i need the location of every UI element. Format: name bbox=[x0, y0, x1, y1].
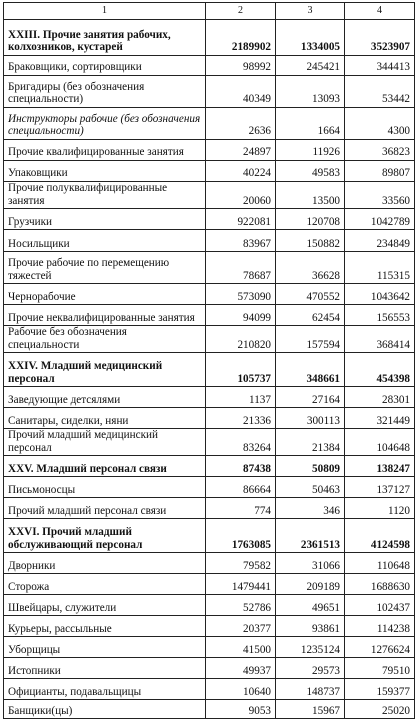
cell-column-3: 1664 bbox=[276, 108, 345, 140]
cell-column-2: 2189902 bbox=[206, 20, 276, 56]
cell-column-2: 21336 bbox=[206, 408, 276, 429]
cell-column-3: 1334005 bbox=[276, 20, 345, 56]
row-label: Курьеры, рассыльные bbox=[4, 616, 206, 637]
row-label: Рабочие без обозначения специальности bbox=[4, 326, 206, 353]
cell-column-3: 348661 bbox=[276, 353, 345, 387]
cell-column-4: 1276624 bbox=[345, 637, 415, 658]
cell-column-2: 40349 bbox=[206, 76, 276, 108]
table-row bbox=[4, 209, 415, 230]
cell-column-3: 11926 bbox=[276, 140, 345, 161]
cell-column-4: 344413 bbox=[345, 56, 415, 76]
cell-column-3: 29573 bbox=[276, 658, 345, 679]
section-header-row bbox=[4, 519, 415, 553]
cell-column-4: 4300 bbox=[345, 108, 415, 140]
table-row bbox=[4, 574, 415, 595]
row-label: Истопники bbox=[4, 658, 206, 679]
cell-column-3: 15967 bbox=[276, 700, 345, 719]
cell-column-3: 49651 bbox=[276, 595, 345, 616]
cell-column-4: 4124598 bbox=[345, 519, 415, 553]
cell-column-4: 234849 bbox=[345, 230, 415, 252]
cell-column-3: 36628 bbox=[276, 252, 345, 284]
row-label: Сторожа bbox=[4, 574, 206, 595]
cell-column-3: 93861 bbox=[276, 616, 345, 637]
table-row bbox=[4, 553, 415, 574]
row-label: Инструкторы рабочие (без обозначения специальности) bbox=[4, 108, 206, 140]
column-number-3: 3 bbox=[276, 3, 345, 20]
cell-column-2: 922081 bbox=[206, 209, 276, 230]
table-row bbox=[4, 637, 415, 658]
cell-column-4: 1688630 bbox=[345, 574, 415, 595]
cell-column-2: 87438 bbox=[206, 456, 276, 477]
table-row bbox=[4, 305, 415, 326]
cell-column-3: 470552 bbox=[276, 284, 345, 305]
cell-column-3: 150882 bbox=[276, 230, 345, 252]
table-row bbox=[4, 700, 415, 719]
table-row bbox=[4, 326, 415, 353]
row-label: Письмоносцы bbox=[4, 477, 206, 498]
cell-column-4: 25020 bbox=[345, 700, 415, 719]
cell-column-4: 159377 bbox=[345, 679, 415, 700]
row-label: Браковщики, сортировщики bbox=[4, 56, 206, 76]
row-label: Прочие неквалифицированные занятия bbox=[4, 305, 206, 326]
table-body bbox=[4, 20, 415, 719]
cell-column-2: 41500 bbox=[206, 637, 276, 658]
cell-column-2: 78687 bbox=[206, 252, 276, 284]
row-label: Прочие полуквалифицированные занятия bbox=[4, 182, 206, 209]
table-row bbox=[4, 140, 415, 161]
row-label: Прочие квалифицированные занятия bbox=[4, 140, 206, 161]
row-label: Грузчики bbox=[4, 209, 206, 230]
column-number-1: 1 bbox=[4, 3, 206, 20]
cell-column-2: 1479441 bbox=[206, 574, 276, 595]
cell-column-2: 83967 bbox=[206, 230, 276, 252]
cell-column-4: 3523907 bbox=[345, 20, 415, 56]
section-header-row bbox=[4, 353, 415, 387]
cell-column-2: 86664 bbox=[206, 477, 276, 498]
cell-column-3: 148737 bbox=[276, 679, 345, 700]
cell-column-4: 28301 bbox=[345, 387, 415, 408]
cell-column-3: 157594 bbox=[276, 326, 345, 353]
cell-column-3: 1235124 bbox=[276, 637, 345, 658]
cell-column-4: 104648 bbox=[345, 429, 415, 456]
row-label: Бригадиры (без обозначения специальности) bbox=[4, 76, 206, 108]
cell-column-2: 210820 bbox=[206, 326, 276, 353]
cell-column-4: 1043642 bbox=[345, 284, 415, 305]
cell-column-2: 20060 bbox=[206, 182, 276, 209]
row-label: Официанты, подавальщицы bbox=[4, 679, 206, 700]
row-label: XXIV. Младший медицинский персонал bbox=[4, 353, 206, 387]
cell-column-4: 110648 bbox=[345, 553, 415, 574]
row-label: XXVI. Прочий младший обслуживающий персонал bbox=[4, 519, 206, 553]
row-label: XXIII. Прочие занятия рабочих, колхозников, кустарей bbox=[4, 20, 206, 56]
row-label: Носильщики bbox=[4, 230, 206, 252]
cell-column-3: 62454 bbox=[276, 305, 345, 326]
cell-column-3: 21384 bbox=[276, 429, 345, 456]
row-label: Швейцары, служители bbox=[4, 595, 206, 616]
cell-column-3: 31066 bbox=[276, 553, 345, 574]
cell-column-3: 209189 bbox=[276, 574, 345, 595]
cell-column-2: 83264 bbox=[206, 429, 276, 456]
cell-column-3: 49583 bbox=[276, 161, 345, 182]
cell-column-4: 368414 bbox=[345, 326, 415, 353]
column-number-row bbox=[4, 3, 415, 20]
table-row bbox=[4, 477, 415, 498]
row-label: Заведующие детсялями bbox=[4, 387, 206, 408]
table-row bbox=[4, 679, 415, 700]
cell-column-3: 50463 bbox=[276, 477, 345, 498]
table-row bbox=[4, 161, 415, 182]
cell-column-2: 98992 bbox=[206, 56, 276, 76]
cell-column-4: 1120 bbox=[345, 498, 415, 519]
cell-column-4: 156553 bbox=[345, 305, 415, 326]
table-row bbox=[4, 56, 415, 76]
cell-column-3: 50809 bbox=[276, 456, 345, 477]
section-header-row bbox=[4, 20, 415, 56]
column-number-2: 2 bbox=[206, 3, 276, 20]
cell-column-4: 138247 bbox=[345, 456, 415, 477]
cell-column-2: 2636 bbox=[206, 108, 276, 140]
statistics-table bbox=[3, 2, 415, 719]
cell-column-2: 573090 bbox=[206, 284, 276, 305]
cell-column-4: 114238 bbox=[345, 616, 415, 637]
cell-column-3: 245421 bbox=[276, 56, 345, 76]
cell-column-2: 105737 bbox=[206, 353, 276, 387]
cell-column-3: 13093 bbox=[276, 76, 345, 108]
cell-column-3: 27164 bbox=[276, 387, 345, 408]
cell-column-3: 13500 bbox=[276, 182, 345, 209]
row-label: Прочие рабочие по перемещению тяжестей bbox=[4, 252, 206, 284]
table-row bbox=[4, 108, 415, 140]
cell-column-2: 20377 bbox=[206, 616, 276, 637]
cell-column-4: 36823 bbox=[345, 140, 415, 161]
cell-column-2: 52786 bbox=[206, 595, 276, 616]
cell-column-4: 137127 bbox=[345, 477, 415, 498]
cell-column-2: 94099 bbox=[206, 305, 276, 326]
table-row bbox=[4, 498, 415, 519]
row-label: Санитары, сиделки, няни bbox=[4, 408, 206, 429]
table-row bbox=[4, 408, 415, 429]
cell-column-4: 102437 bbox=[345, 595, 415, 616]
row-label: XXV. Младший персонал связи bbox=[4, 456, 206, 477]
table-row bbox=[4, 429, 415, 456]
row-label: Уборщицы bbox=[4, 637, 206, 658]
table-row bbox=[4, 284, 415, 305]
row-label: Упаковщики bbox=[4, 161, 206, 182]
cell-column-4: 454398 bbox=[345, 353, 415, 387]
cell-column-4: 53442 bbox=[345, 76, 415, 108]
cell-column-2: 40224 bbox=[206, 161, 276, 182]
column-number-4: 4 bbox=[345, 3, 415, 20]
section-header-row bbox=[4, 456, 415, 477]
table-row bbox=[4, 182, 415, 209]
cell-column-3: 346 bbox=[276, 498, 345, 519]
table-row bbox=[4, 252, 415, 284]
table-row bbox=[4, 616, 415, 637]
cell-column-2: 774 bbox=[206, 498, 276, 519]
cell-column-4: 79510 bbox=[345, 658, 415, 679]
cell-column-2: 9053 bbox=[206, 700, 276, 719]
cell-column-4: 321449 bbox=[345, 408, 415, 429]
cell-column-2: 49937 bbox=[206, 658, 276, 679]
table-row bbox=[4, 230, 415, 252]
cell-column-2: 1137 bbox=[206, 387, 276, 408]
row-label: Прочий младший персонал связи bbox=[4, 498, 206, 519]
cell-column-4: 33560 bbox=[345, 182, 415, 209]
table-row bbox=[4, 76, 415, 108]
cell-column-4: 89807 bbox=[345, 161, 415, 182]
cell-column-2: 1763085 bbox=[206, 519, 276, 553]
row-label: Дворники bbox=[4, 553, 206, 574]
row-label: Прочий младший медицинский персонал bbox=[4, 429, 206, 456]
row-label: Банщики(цы) bbox=[4, 700, 206, 719]
cell-column-4: 115315 bbox=[345, 252, 415, 284]
cell-column-2: 79582 bbox=[206, 553, 276, 574]
cell-column-2: 10640 bbox=[206, 679, 276, 700]
table-row bbox=[4, 387, 415, 408]
table-row bbox=[4, 658, 415, 679]
cell-column-2: 24897 bbox=[206, 140, 276, 161]
cell-column-3: 120708 bbox=[276, 209, 345, 230]
row-label: Чернорабочие bbox=[4, 284, 206, 305]
cell-column-3: 300113 bbox=[276, 408, 345, 429]
cell-column-3: 2361513 bbox=[276, 519, 345, 553]
cell-column-4: 1042789 bbox=[345, 209, 415, 230]
table-row bbox=[4, 595, 415, 616]
